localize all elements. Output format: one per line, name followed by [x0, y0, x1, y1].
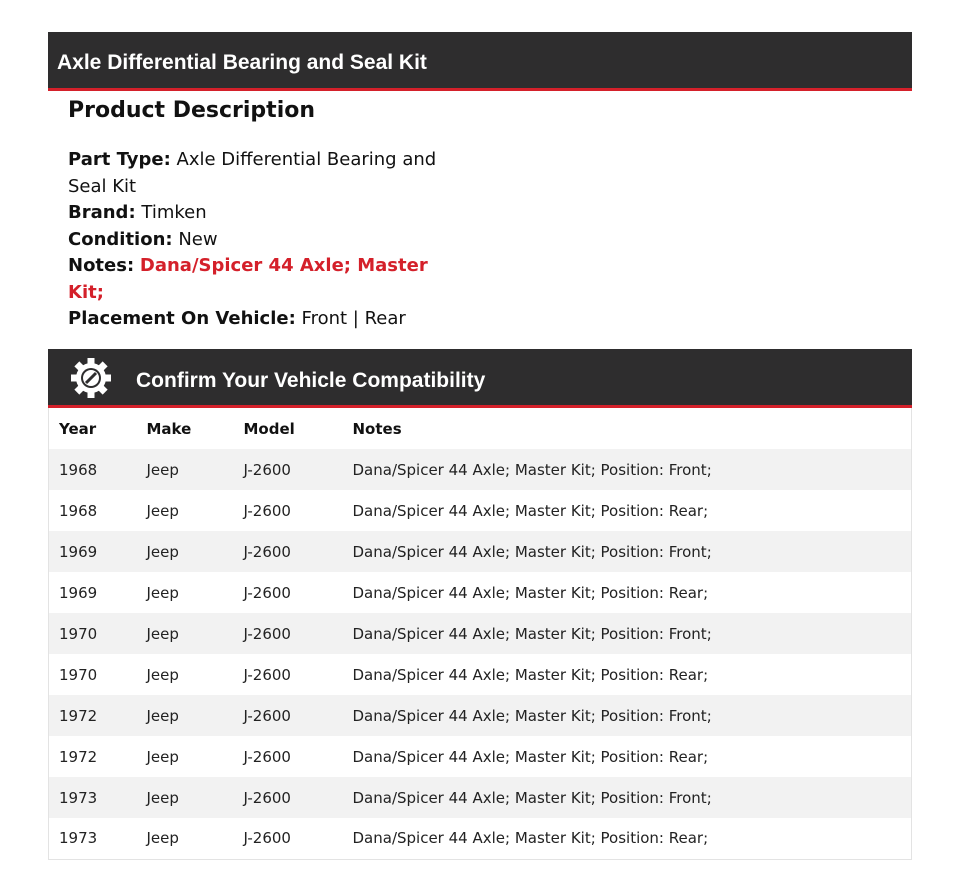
cell-model: J-2600	[243, 583, 291, 602]
cell-make: Jeep	[146, 829, 179, 848]
cell-notes: Dana/Spicer 44 Axle; Master Kit; Position: Front;	[352, 706, 712, 725]
table-row	[49, 654, 912, 695]
col-year: Year	[59, 419, 97, 438]
table-row	[49, 572, 912, 613]
cell-model: J-2600	[243, 542, 291, 561]
table-row	[49, 777, 912, 818]
cell-year: 1969	[59, 583, 98, 602]
table-row	[49, 736, 912, 777]
cell-year: 1970	[59, 624, 98, 643]
cell-make: Jeep	[146, 583, 179, 602]
cell-make: Jeep	[146, 460, 179, 479]
cell-model: J-2600	[243, 501, 291, 520]
cell-make: Jeep	[146, 788, 179, 807]
table-row	[49, 449, 912, 490]
table-header-row	[49, 408, 912, 449]
cell-make: Jeep	[146, 501, 179, 520]
gear-wrench-icon	[70, 357, 112, 399]
cell-year: 1972	[59, 706, 98, 725]
cell-year: 1973	[59, 829, 98, 848]
description-title: Product Description	[68, 98, 316, 123]
cell-year: 1969	[59, 542, 98, 561]
product-header-bar	[48, 32, 912, 91]
field-brand: Brand: Timken	[68, 202, 207, 223]
cell-model: J-2600	[243, 665, 291, 684]
cell-model: J-2600	[243, 460, 291, 479]
cell-model: J-2600	[243, 747, 291, 766]
cell-year: 1968	[59, 460, 98, 479]
compatibility-table	[48, 408, 912, 860]
cell-make: Jeep	[146, 624, 179, 643]
product-description	[68, 98, 468, 333]
cell-notes: Dana/Spicer 44 Axle; Master Kit; Position: Rear;	[352, 747, 709, 766]
cell-notes: Dana/Spicer 44 Axle; Master Kit; Position: Front;	[352, 788, 712, 807]
cell-model: J-2600	[243, 624, 291, 643]
col-notes: Notes	[352, 419, 402, 438]
field-part-type: Part Type: Axle Differential Bearing and Seal Kit	[68, 149, 437, 197]
compatibility-header-bar	[48, 349, 912, 408]
field-condition: Condition: New	[68, 228, 218, 250]
cell-make: Jeep	[146, 542, 179, 561]
cell-model: J-2600	[243, 706, 291, 725]
cell-notes: Dana/Spicer 44 Axle; Master Kit; Position: Front;	[352, 542, 712, 561]
cell-year: 1972	[59, 747, 98, 766]
field-placement: Placement On Vehicle: Front | Rear	[68, 308, 406, 329]
cell-model: J-2600	[243, 829, 291, 848]
cell-notes: Dana/Spicer 44 Axle; Master Kit; Position: Rear;	[352, 665, 709, 684]
cell-notes: Dana/Spicer 44 Axle; Master Kit; Position: Front;	[352, 460, 712, 479]
cell-notes: Dana/Spicer 44 Axle; Master Kit; Position: Front;	[352, 624, 712, 643]
table-row	[49, 490, 912, 531]
cell-make: Jeep	[146, 747, 179, 766]
cell-year: 1968	[59, 501, 98, 520]
cell-model: J-2600	[243, 788, 291, 807]
table-row	[49, 613, 912, 654]
cell-notes: Dana/Spicer 44 Axle; Master Kit; Position: Rear;	[352, 583, 709, 602]
field-notes: Notes: Dana/Spicer 44 Axle; Master Kit;	[68, 255, 428, 303]
compatibility-title: Confirm Your Vehicle Compatibility	[136, 369, 486, 392]
col-model: Model	[243, 419, 295, 438]
cell-year: 1970	[59, 665, 98, 684]
cell-year: 1973	[59, 788, 98, 807]
cell-make: Jeep	[146, 706, 179, 725]
product-title: Axle Differential Bearing and Seal Kit	[57, 51, 427, 74]
cell-notes: Dana/Spicer 44 Axle; Master Kit; Position: Rear;	[352, 829, 709, 848]
cell-notes: Dana/Spicer 44 Axle; Master Kit; Position: Rear;	[352, 501, 709, 520]
col-make: Make	[146, 419, 192, 438]
table-row	[49, 531, 912, 572]
table-row	[49, 695, 912, 736]
table-row	[49, 818, 912, 859]
cell-make: Jeep	[146, 665, 179, 684]
